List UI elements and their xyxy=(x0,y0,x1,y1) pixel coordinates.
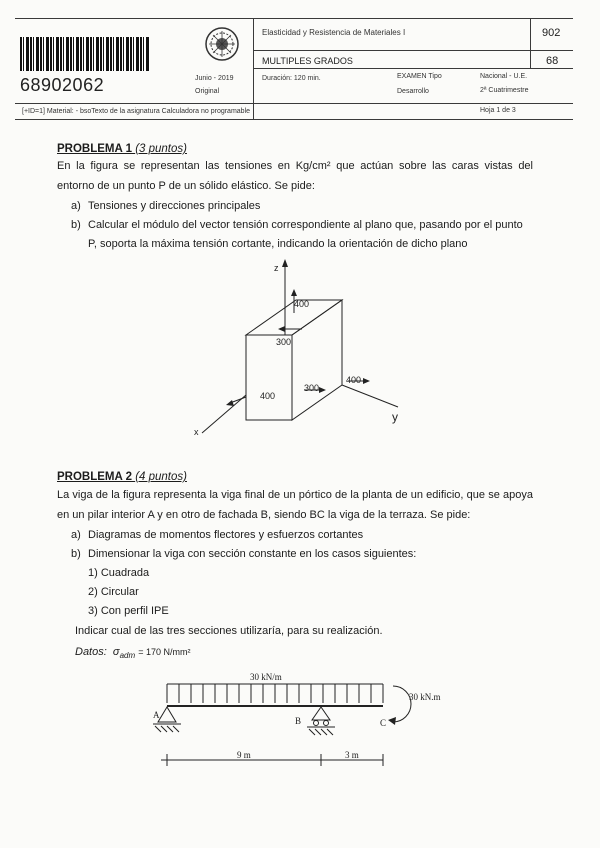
exam-duration: Duración: 120 min. xyxy=(262,75,321,82)
stress-right-label: 400 xyxy=(346,375,362,385)
support-b-roller-2 xyxy=(324,721,329,726)
exam-type-value: Desarrollo xyxy=(397,88,429,95)
support-b xyxy=(312,707,330,720)
sheet-number: Hoja 1 de 3 xyxy=(480,107,516,114)
load-label: 30 kN/m xyxy=(250,672,282,682)
problem1-number: PROBLEMA 1 xyxy=(57,143,132,155)
course-code: 902 xyxy=(542,27,561,39)
z-arrowhead xyxy=(282,259,288,267)
problem2-item-a-label: a) xyxy=(71,529,81,541)
problem1-item-a: Tensiones y direcciones principales xyxy=(88,200,261,212)
z-axis-label: z xyxy=(274,263,279,273)
university-seal xyxy=(204,26,240,62)
session-type: Original xyxy=(195,88,220,95)
problem2-item-b-label: b) xyxy=(71,548,81,560)
problem2-statement-line1: La viga de la figura representa la viga final de un pórtico de la planta de un edificio, que se apoya xyxy=(57,489,533,501)
support-b-hatch xyxy=(309,729,333,735)
problem1-item-a-label: a) xyxy=(71,200,81,212)
moment-arrowhead xyxy=(388,717,396,725)
support-a-hatch xyxy=(155,726,179,732)
stress-top-label: 400 xyxy=(294,299,310,309)
problem2-points: (4 puntos) xyxy=(135,471,187,483)
span-bc-label: 3 m xyxy=(345,750,359,760)
problem1-statement-line1: En la figura se representan las tensiones en Kg/cm² que actúan sobre las caras vistas del xyxy=(57,160,533,172)
span-ab-label: 9 m xyxy=(237,750,251,760)
problem2-item-a: Diagramas de momentos flectores y esfuerzos cortantes xyxy=(88,529,364,541)
barcode xyxy=(20,37,150,71)
problem2-indicate: Indicar cual de las tres secciones utilizaría, para su realización. xyxy=(75,625,383,637)
moment-label: 30 kN.m xyxy=(409,692,441,702)
stress-front-shear-label: 300 xyxy=(304,383,320,393)
problem2-item-b: Dimensionar la viga con sección constante en los casos siguientes: xyxy=(88,548,417,560)
support-b-roller-1 xyxy=(314,721,319,726)
y-axis xyxy=(342,385,398,407)
left-normal-arrowhead xyxy=(226,400,234,406)
stress-cube-figure xyxy=(190,255,420,440)
problem2-sub-square: 1) Cuadrada xyxy=(88,567,150,579)
exam-semester: 2ª Cuatrimestre xyxy=(480,87,529,94)
load-arrows xyxy=(167,684,383,703)
x-axis-label: x xyxy=(194,427,199,437)
top-normal-arrowhead xyxy=(291,289,297,296)
problem1-item-b-line1: Calcular el módulo del vector tensión correspondiente al plano que, pasando por el punto xyxy=(88,219,523,231)
beam-figure xyxy=(145,670,465,770)
exam-code: 68902062 xyxy=(20,75,105,95)
y-axis-label: y xyxy=(392,410,398,424)
problem1-statement-line2: entorno de un punto P de un sólido elástico. Se pide: xyxy=(57,180,315,192)
subtitle-code: 68 xyxy=(546,55,559,67)
stress-top-shear-label: 300 xyxy=(276,337,292,347)
problem1-points: (3 puntos) xyxy=(135,143,187,155)
data-label: Datos: xyxy=(75,646,107,658)
support-a xyxy=(158,707,176,722)
session-date: Junio - 2019 xyxy=(195,75,234,82)
problem2-title xyxy=(57,471,187,483)
problem2-sub-ipe: 3) Con perfil IPE xyxy=(88,605,169,617)
x-axis xyxy=(202,395,246,433)
degree-subtitle: MULTIPLES GRADOS xyxy=(262,56,353,66)
problem2-statement-line2: en un pilar interior A y en otro de fachada B, siendo BC la viga de la terraza. Se pide: xyxy=(57,509,471,521)
problem1-title xyxy=(57,143,187,155)
course-name: Elasticidad y Resistencia de Materiales I xyxy=(262,28,406,37)
data-value: = 170 N/mm² xyxy=(138,647,191,657)
problem1-item-b-label: b) xyxy=(71,219,81,231)
sigma-subscript: adm xyxy=(119,651,136,661)
exam-location: Nacional - U.E. xyxy=(480,73,528,80)
stress-left-label: 400 xyxy=(260,391,276,401)
problem2-sub-circular: 2) Circular xyxy=(88,586,139,598)
label-a: A xyxy=(153,710,160,720)
right-normal-arrowhead xyxy=(363,378,370,384)
label-b: B xyxy=(295,716,302,726)
problem2-data xyxy=(75,646,190,660)
cube-front-face xyxy=(246,335,292,420)
allowed-material: [+ID=1] Material: - bsoTexto de la asignatura Calculadora no programable xyxy=(22,108,251,115)
top-shear-arrowhead xyxy=(278,326,285,332)
cube-right-face xyxy=(292,300,342,420)
front-shear-arrowhead xyxy=(319,387,326,393)
problem2-number: PROBLEMA 2 xyxy=(57,471,132,483)
sigma-symbol: σ xyxy=(112,646,120,658)
exam-type-label: EXAMEN Tipo xyxy=(397,73,442,80)
problem1-item-b-line2: P, soporta la máxima tensión cortante, indicando la orientación de dicho plano xyxy=(88,238,468,250)
label-c: C xyxy=(380,718,387,728)
